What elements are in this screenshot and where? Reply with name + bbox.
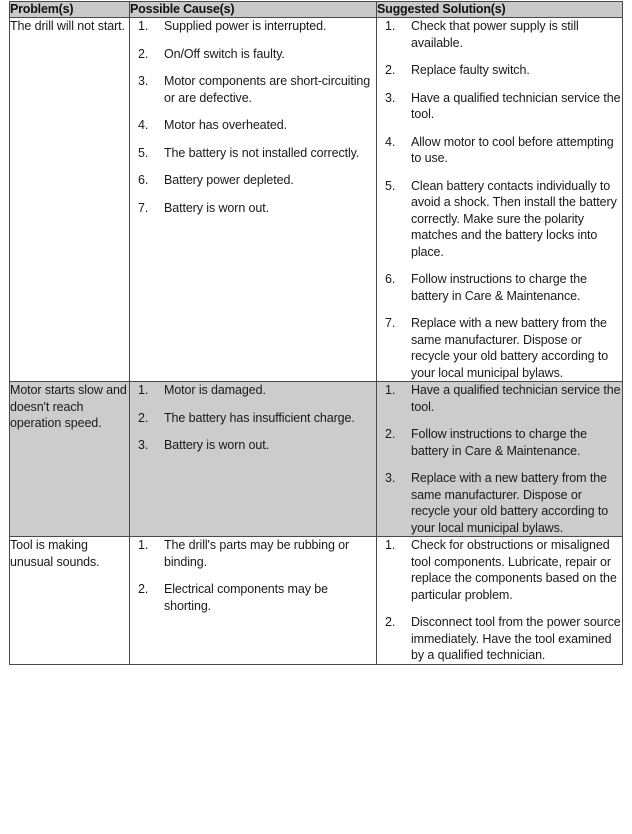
list-item-text: Motor is damaged. — [164, 383, 266, 397]
list-item-text: Have a qualified technician service the tool. — [411, 90, 621, 121]
causes-list — [130, 537, 376, 614]
list-item — [377, 62, 622, 79]
list-item-text: Follow instructions to charge the battery in Care & Maintenance. — [411, 272, 587, 303]
problem-cell: Motor starts slow and doesn't reach operation speed. — [10, 382, 130, 537]
list-item — [130, 382, 376, 399]
list-item-text: Motor has overheated. — [164, 118, 287, 132]
list-item — [377, 271, 622, 304]
list-item — [130, 537, 376, 570]
list-item-number: 6. — [138, 173, 149, 187]
list-item-number: 2. — [138, 46, 149, 61]
list-item — [377, 614, 622, 664]
list-item-number: 3. — [385, 90, 396, 105]
list-item-text: The battery is not installed correctly. — [164, 145, 360, 160]
solutions-list — [377, 537, 622, 664]
list-item-number: 3. — [138, 438, 149, 452]
list-item-number: 1. — [138, 19, 149, 33]
list-item — [130, 46, 376, 63]
list-item-text: Have a qualified technician service the tool. — [411, 383, 621, 414]
list-item-text: Check that power supply is still available. — [411, 19, 579, 50]
list-item-text: Check for obstructions or misaligned tool components. Lubricate, repair or replace the components based on the particular problem. — [411, 538, 617, 602]
list-item-number: 7. — [385, 316, 396, 330]
list-item-number: 3. — [138, 74, 149, 88]
list-item — [377, 18, 622, 51]
list-item-text: Follow instructions to charge the battery in Care & Maintenance. — [411, 427, 587, 458]
troubleshooting-table — [9, 1, 623, 665]
list-item-text: Clean battery contacts individually to avoid a shock. Then install the battery correctly. Make sure the polarity matches and the battery locks into place. — [411, 178, 617, 259]
list-item — [130, 145, 376, 162]
list-item — [377, 382, 622, 415]
list-item — [377, 537, 622, 603]
table-row — [10, 382, 623, 537]
list-item-number: 1. — [385, 383, 396, 397]
list-item-number: 2. — [138, 582, 149, 596]
list-item-text: On/Off switch is faulty. — [164, 46, 285, 61]
column-header-problem: Problem(s) — [10, 2, 130, 18]
list-item-number: 2. — [385, 427, 396, 441]
suggested-solutions-cell — [377, 18, 623, 382]
list-item — [377, 315, 622, 381]
solutions-list — [377, 382, 622, 536]
list-item — [130, 172, 376, 189]
list-item-text: Allow motor to cool before attempting to use. — [411, 134, 614, 165]
list-item — [130, 73, 376, 106]
list-item-number: 2. — [138, 410, 149, 425]
list-item-text: Replace faulty switch. — [411, 63, 530, 77]
table-body — [10, 18, 623, 665]
table-row — [10, 18, 623, 382]
list-item-text: Battery power depleted. — [164, 173, 294, 187]
causes-list — [130, 18, 376, 216]
list-item-text: Replace with a new battery from the same manufacturer. Dispose or recycle your old battery according to your local municipal bylaws. — [411, 471, 609, 535]
list-item — [130, 437, 376, 454]
list-item-number: 5. — [385, 178, 396, 193]
list-item — [130, 410, 376, 427]
list-item-text: Disconnect tool from the power source immediately. Have the tool examined by a qualified technician. — [411, 615, 621, 662]
table-row — [10, 537, 623, 665]
list-item-text: Battery is worn out. — [164, 438, 269, 452]
problem-cell: The drill will not start. — [10, 18, 130, 382]
list-item-number: 1. — [138, 538, 149, 552]
list-item-text: Supplied power is interrupted. — [164, 19, 327, 33]
troubleshooting-table-container — [9, 1, 622, 665]
problem-cell: Tool is making unusual sounds. — [10, 537, 130, 665]
list-item-text: Motor components are short-circuiting or are defective. — [164, 74, 371, 105]
causes-list — [130, 382, 376, 454]
list-item — [377, 178, 622, 261]
list-item — [377, 470, 622, 536]
list-item-text: Replace with a new battery from the same manufacturer. Dispose or recycle your old battery according to your local municipal bylaws. — [411, 316, 609, 380]
list-item-number: 4. — [138, 118, 149, 132]
list-item-text: The battery has insufficient charge. — [164, 410, 355, 425]
list-item-number: 7. — [138, 200, 149, 215]
header-row — [10, 2, 623, 18]
list-item-number: 4. — [385, 134, 396, 149]
list-item — [377, 426, 622, 459]
list-item — [377, 134, 622, 167]
list-item-text: The drill's parts may be rubbing or binding. — [164, 538, 350, 569]
list-item-number: 6. — [385, 272, 396, 286]
list-item-number: 2. — [385, 615, 396, 629]
list-item — [130, 117, 376, 134]
list-item — [130, 200, 376, 217]
suggested-solutions-cell — [377, 382, 623, 537]
table-header — [10, 2, 623, 18]
possible-causes-cell — [130, 382, 377, 537]
solutions-list — [377, 18, 622, 381]
suggested-solutions-cell — [377, 537, 623, 665]
list-item-number: 1. — [385, 538, 396, 552]
list-item — [377, 90, 622, 123]
list-item-number: 5. — [138, 145, 149, 160]
list-item-number: 2. — [385, 63, 396, 77]
possible-causes-cell — [130, 18, 377, 382]
list-item-text: Battery is worn out. — [164, 200, 269, 215]
column-header-suggested-solution: Suggested Solution(s) — [377, 2, 623, 18]
list-item-number: 1. — [385, 19, 396, 33]
possible-causes-cell — [130, 537, 377, 665]
list-item-number: 1. — [138, 383, 149, 397]
list-item-number: 3. — [385, 471, 396, 485]
list-item-text: Electrical components may be shorting. — [164, 582, 328, 613]
list-item — [130, 581, 376, 614]
column-header-possible-cause: Possible Cause(s) — [130, 2, 377, 18]
list-item — [130, 18, 376, 35]
